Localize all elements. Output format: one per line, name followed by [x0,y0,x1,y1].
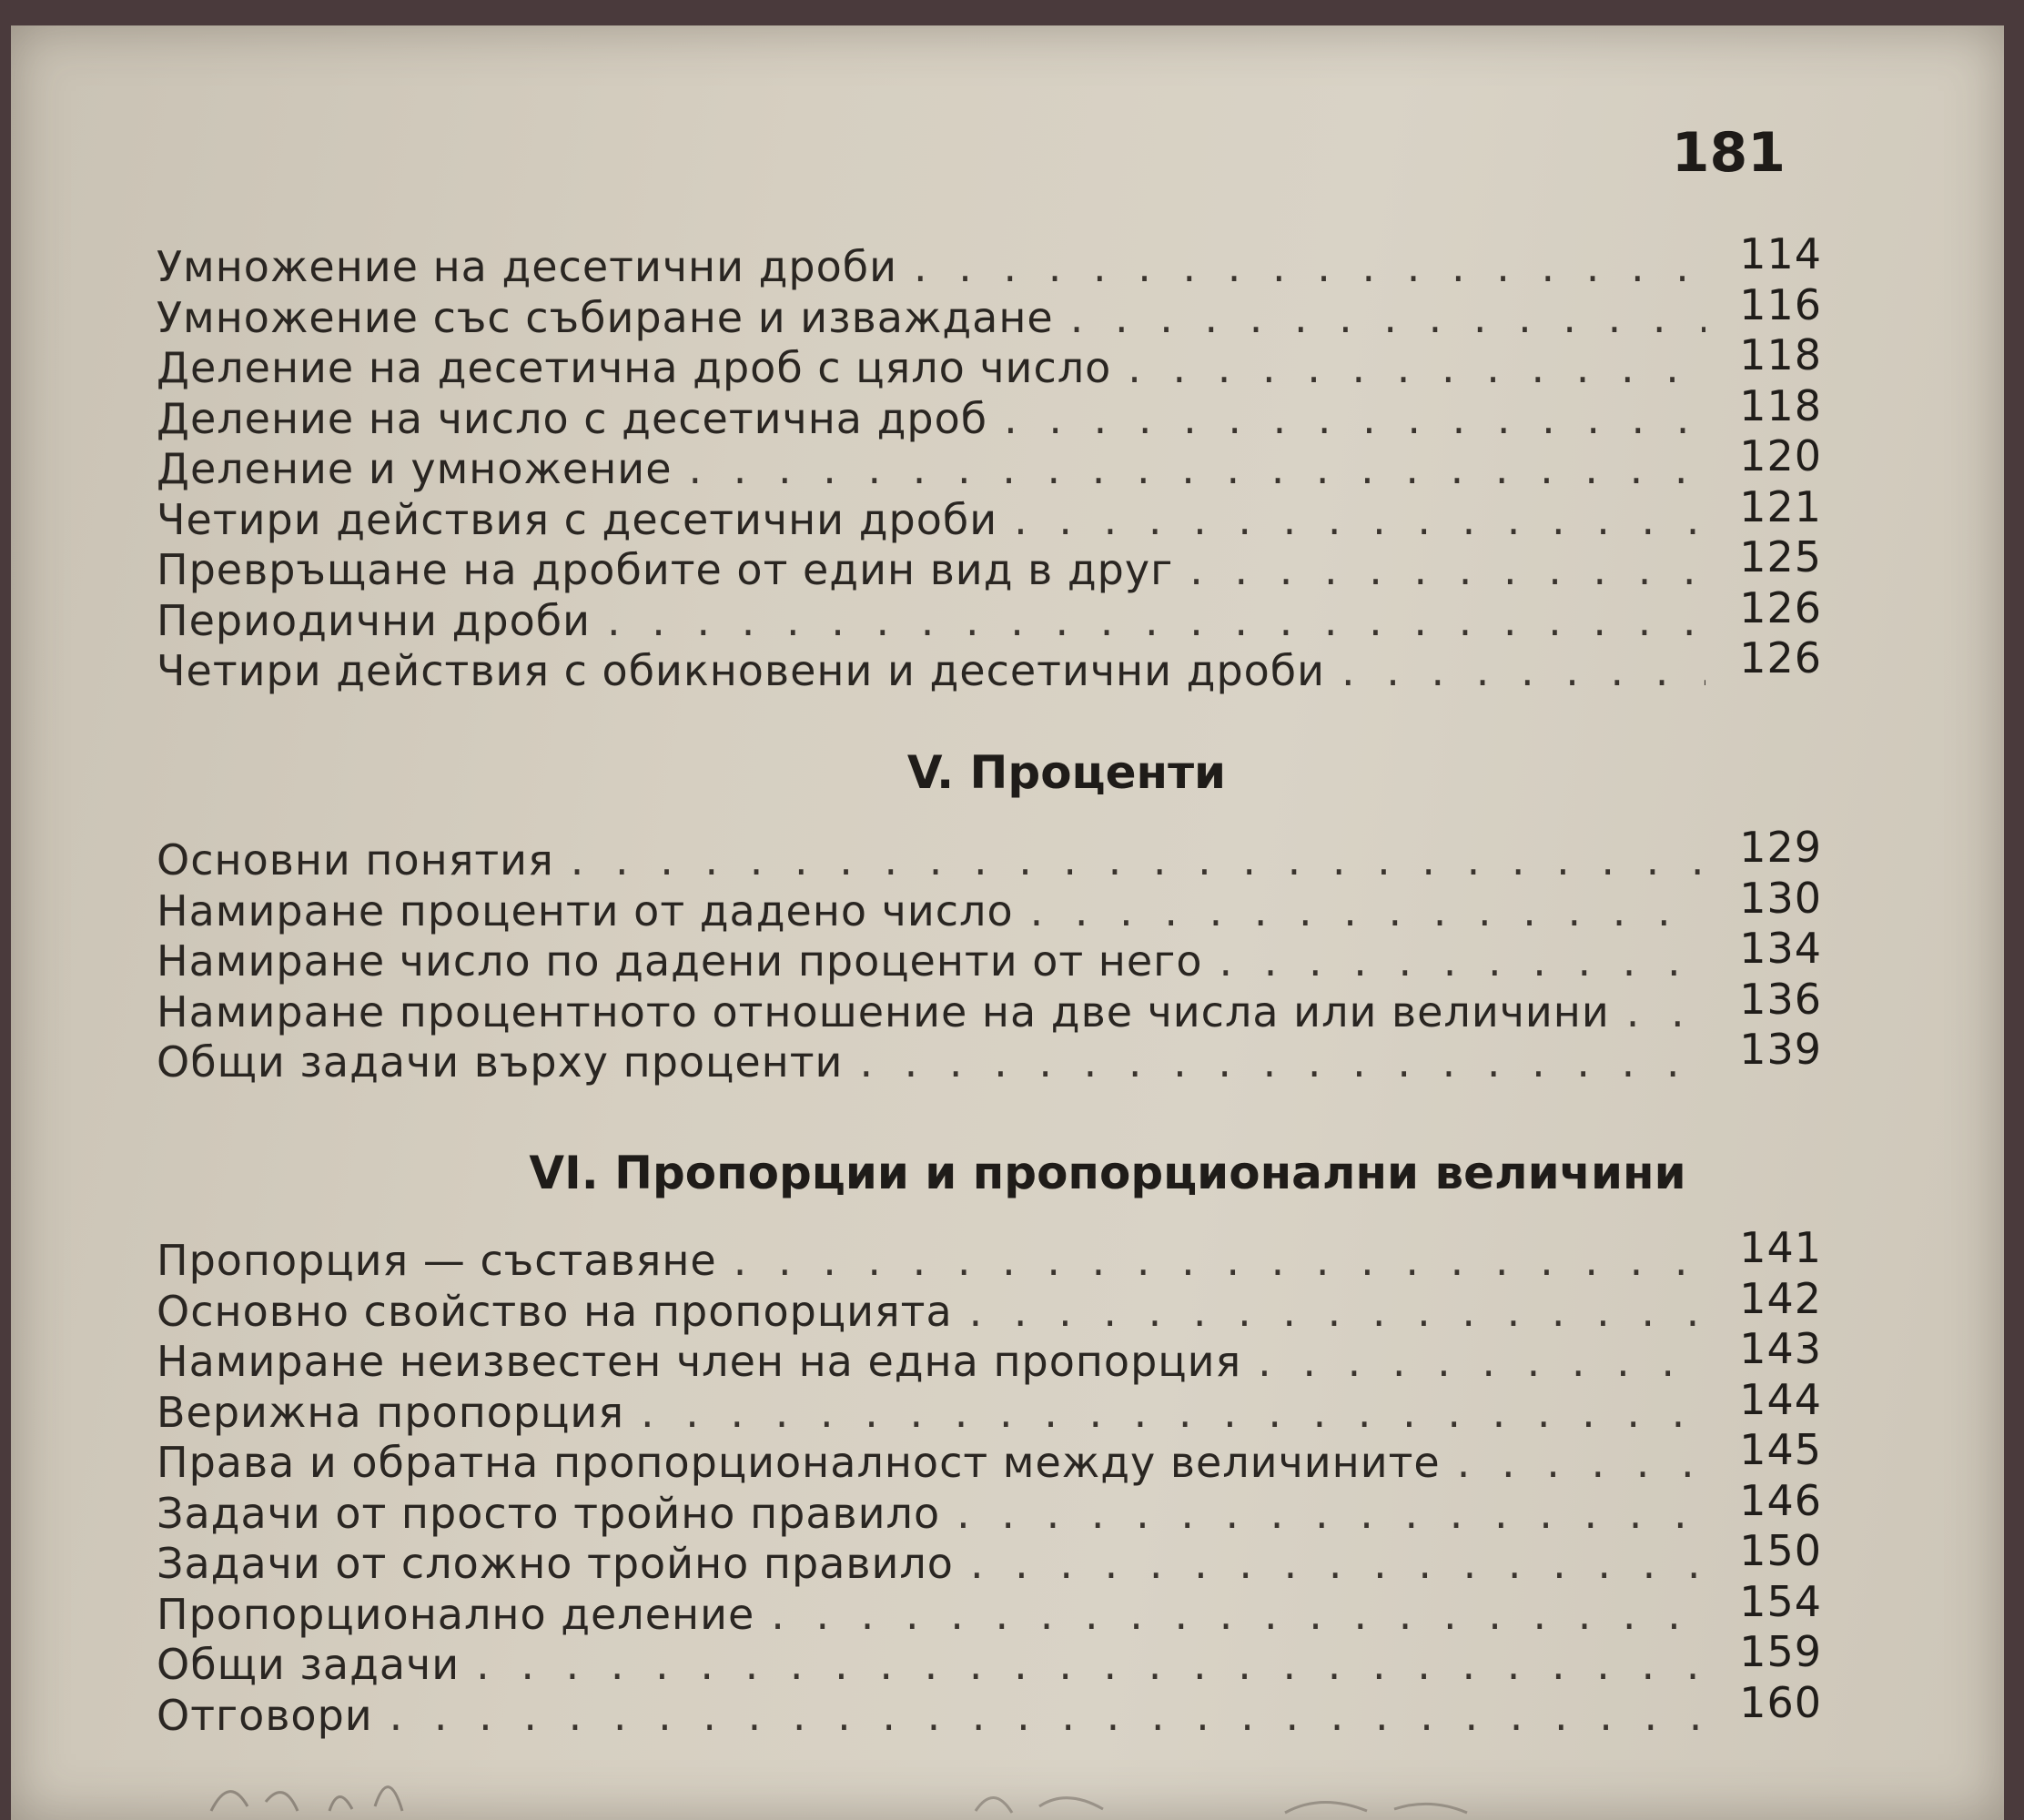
toc-entry [157,279,1822,344]
dot-leader [734,1236,1705,1285]
toc-entry [157,532,1822,596]
dot-leader [1626,987,1705,1036]
toc-entry-page: 143 [1739,1324,1822,1373]
dot-leader [607,596,1705,645]
toc-section-percents [157,744,1822,1088]
dot-leader [771,1590,1705,1639]
toc-entry-title: Задачи от сложно тройно правило [157,1539,954,1588]
page-number: 181 [1671,121,1786,185]
toc-entry-page: 144 [1739,1374,1822,1424]
dot-leader [1014,495,1705,544]
toc-entry-page: 121 [1739,481,1822,531]
dot-leader [476,1640,1705,1689]
toc-entry [157,1025,1822,1088]
toc-entry-page: 142 [1739,1273,1822,1323]
toc-entry [157,1374,1822,1439]
toc-entry [157,1425,1822,1489]
dot-leader [1128,343,1705,392]
toc-entry-page: 139 [1739,1025,1822,1074]
toc-entry [157,823,1822,886]
toc-entry [157,633,1822,697]
toc-entry-page: 118 [1739,380,1822,430]
toc-entry-title: Периодични дроби [157,595,592,645]
dot-leader [969,1287,1705,1336]
toc-entry-page: 130 [1739,873,1822,923]
toc-entry-title: Основни понятия [157,835,554,885]
toc-entry-page: 129 [1739,823,1822,872]
toc-entry-title: Деление на десетична дроб с цяло число [157,343,1112,392]
toc-section-fractions [157,229,1822,697]
dot-leader [1189,545,1705,594]
toc-entry-title: Общи задачи [157,1640,460,1689]
toc-entry-page: 159 [1739,1627,1822,1676]
toc-list [157,1223,1822,1741]
toc-entry [157,1526,1822,1590]
toc-entry [157,582,1822,647]
section-heading: VI. Пропорции и пропорционални величини [529,1147,1686,1199]
toc-entry [157,1475,1822,1540]
dot-leader [1457,1438,1705,1487]
toc-entry-title: Намиране неизвестен член на една пропорция [157,1337,1242,1386]
toc-entry-page: 134 [1739,924,1822,973]
toc-entry-page: 136 [1739,974,1822,1024]
toc-entry [157,481,1822,546]
toc-entry-page: 141 [1739,1223,1822,1272]
toc-entry-page: 116 [1739,279,1822,329]
toc-entry-page: 125 [1739,532,1822,581]
section-heading: V. Проценти [906,746,1227,799]
toc-entry-title: Деление на число с десетична дроб [157,393,988,443]
handwritten-scribble [193,1756,1558,1820]
toc-entry-page: 118 [1739,330,1822,379]
dot-leader [956,1489,1705,1538]
toc-entry [157,380,1822,445]
toc-entry-title: Основно свойство на пропорцията [157,1286,953,1336]
toc-entry-page: 145 [1739,1425,1822,1474]
toc-entry [157,229,1822,293]
dot-leader [1341,646,1705,695]
dot-leader [1004,394,1705,443]
dot-leader [1219,936,1706,986]
toc-entry-title: Права и обратна пропорционалност между величините [157,1438,1441,1487]
toc-entry [157,330,1822,394]
toc-entry [157,1627,1822,1691]
toc-entry-title: Четири действия с десетични дроби [157,494,998,544]
toc-entry [157,431,1822,495]
toc-entry-page: 120 [1739,431,1822,480]
dot-leader [571,835,1705,885]
toc-section-proportions [157,1145,1822,1741]
toc-entry-page: 126 [1739,582,1822,632]
toc-entry [157,1223,1822,1287]
toc-list [157,823,1822,1088]
dot-leader [914,242,1705,291]
toc-entry-title: Умножение със събиране и изваждане [157,292,1054,342]
toc-entry-page: 160 [1739,1677,1822,1727]
dot-leader [390,1691,1705,1740]
toc-entry-page: 146 [1739,1475,1822,1525]
toc-entry-page: 150 [1739,1526,1822,1575]
toc-entry [157,1273,1822,1338]
toc-entry-title: Превръщане на дробите от един вид в друг [157,545,1174,594]
toc-entry-title: Намиране процентното отношение на две числа или величини [157,986,1610,1036]
dot-leader [1070,293,1705,342]
toc-entry [157,974,1822,1038]
dot-leader [641,1388,1705,1437]
toc-entry [157,1324,1822,1388]
toc-entry-title: Верижна пропорция [157,1387,624,1437]
dot-leader [859,1037,1705,1087]
toc-entry-title: Намиране число по дадени проценти от него [157,936,1203,986]
toc-entry-title: Четири действия с обикновени и десетични дроби [157,646,1326,695]
toc-entry-title: Намиране проценти от дадено число [157,885,1014,935]
toc-entry [157,1576,1822,1641]
dot-leader [1258,1337,1705,1386]
toc-entry-page: 154 [1739,1576,1822,1626]
dot-leader [689,444,1705,493]
toc-entry-page: 114 [1739,229,1822,278]
toc-entry-title: Пропорция — съставяне [157,1236,717,1285]
toc-entry-title: Задачи от просто тройно правило [157,1488,941,1538]
toc-entry-title: Отговори [157,1690,373,1740]
dot-leader [970,1539,1705,1588]
toc-entry-title: Деление и умножение [157,444,673,493]
toc-list [157,229,1822,697]
toc-entry-title: Общи задачи върху проценти [157,1037,844,1087]
dot-leader [1030,886,1705,935]
toc-entry [157,1677,1822,1742]
toc-entry [157,924,1822,987]
toc-entry-page: 126 [1739,633,1822,682]
book-page [11,25,2004,1820]
toc-entry-title: Пропорционално деление [157,1589,755,1639]
toc-entry [157,873,1822,937]
toc-entry-title: Умножение на десетични дроби [157,242,898,291]
